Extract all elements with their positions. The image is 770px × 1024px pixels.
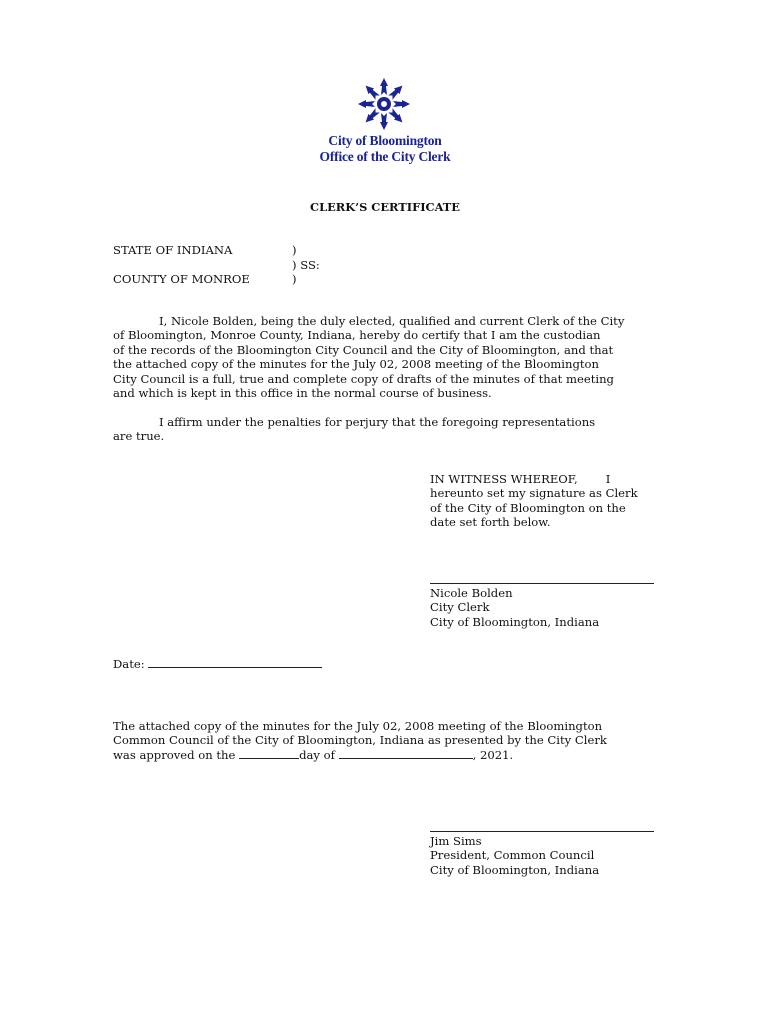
paragraph-line: City Council is a full, true and complete copy of drafts of the minutes of that meeting — [113, 371, 614, 386]
witness-line: date set forth below. — [430, 515, 551, 530]
certification-paragraph — [113, 314, 658, 400]
document-title: CLERK’S CERTIFICATE — [310, 200, 460, 214]
city-of-bloomington-logo — [354, 76, 414, 132]
clerk-title: City Clerk — [430, 600, 490, 615]
paragraph-line: Common Council of the City of Bloomington, Indiana as presented by the City Clerk — [113, 733, 607, 748]
caption-paren-1: ) — [292, 243, 297, 257]
witness-line: IN WITNESS WHEREOF, I — [430, 472, 611, 486]
date-label: Date: — [113, 657, 145, 671]
approval-paragraph — [113, 719, 658, 762]
paragraph-line: the attached copy of the minutes for the July 02, 2008 meeting of the Bloomington — [113, 357, 600, 372]
caption-ss: ) SS: — [292, 258, 320, 272]
witness-line: hereunto set my signature as Clerk — [430, 486, 638, 501]
paragraph-line: was approved on the day of , 2021. — [113, 747, 514, 762]
president-signature-line[interactable] — [430, 831, 654, 832]
approval-month-blank[interactable] — [339, 748, 473, 759]
witness-block — [430, 472, 665, 530]
clerk-signature-line[interactable] — [430, 583, 654, 584]
paragraph-line: of the records of the Bloomington City Council and the City of Bloomington, and that — [113, 342, 614, 357]
president-org: City of Bloomington, Indiana — [430, 862, 600, 877]
clerk-org: City of Bloomington, Indiana — [430, 614, 600, 629]
caption-county: COUNTY OF MONROE — [113, 272, 250, 286]
approval-day-blank[interactable] — [239, 748, 299, 759]
president-name: Jim Sims — [430, 834, 482, 848]
paragraph-line: The attached copy of the minutes for the July 02, 2008 meeting of the Bloomington — [113, 719, 603, 733]
president-signature-block — [430, 834, 665, 877]
paragraph-line: are true. — [113, 429, 165, 444]
clerk-name: Nicole Bolden — [430, 586, 513, 600]
president-title: President, Common Council — [430, 848, 595, 863]
clerk-signature-block — [430, 586, 665, 629]
date-blank[interactable] — [148, 657, 322, 668]
org-name-line2: Office of the City Clerk — [319, 149, 451, 164]
affirmation-paragraph — [113, 415, 658, 444]
paragraph-line: and which is kept in this office in the normal course of business. — [113, 386, 492, 401]
date-row — [113, 657, 322, 671]
caption-paren-3: ) — [292, 272, 297, 286]
paragraph-line: I, Nicole Bolden, being the duly elected, qualified and current Clerk of the City — [159, 314, 625, 328]
witness-line: of the City of Bloomington on the — [430, 500, 626, 515]
paragraph-line: of Bloomington, Monroe County, Indiana, hereby do certify that I am the custodian — [113, 328, 601, 343]
paragraph-line: I affirm under the penalties for perjury that the foregoing representations — [159, 415, 596, 429]
org-name-line1: City of Bloomington — [328, 133, 442, 148]
caption-state: STATE OF INDIANA — [113, 243, 233, 257]
